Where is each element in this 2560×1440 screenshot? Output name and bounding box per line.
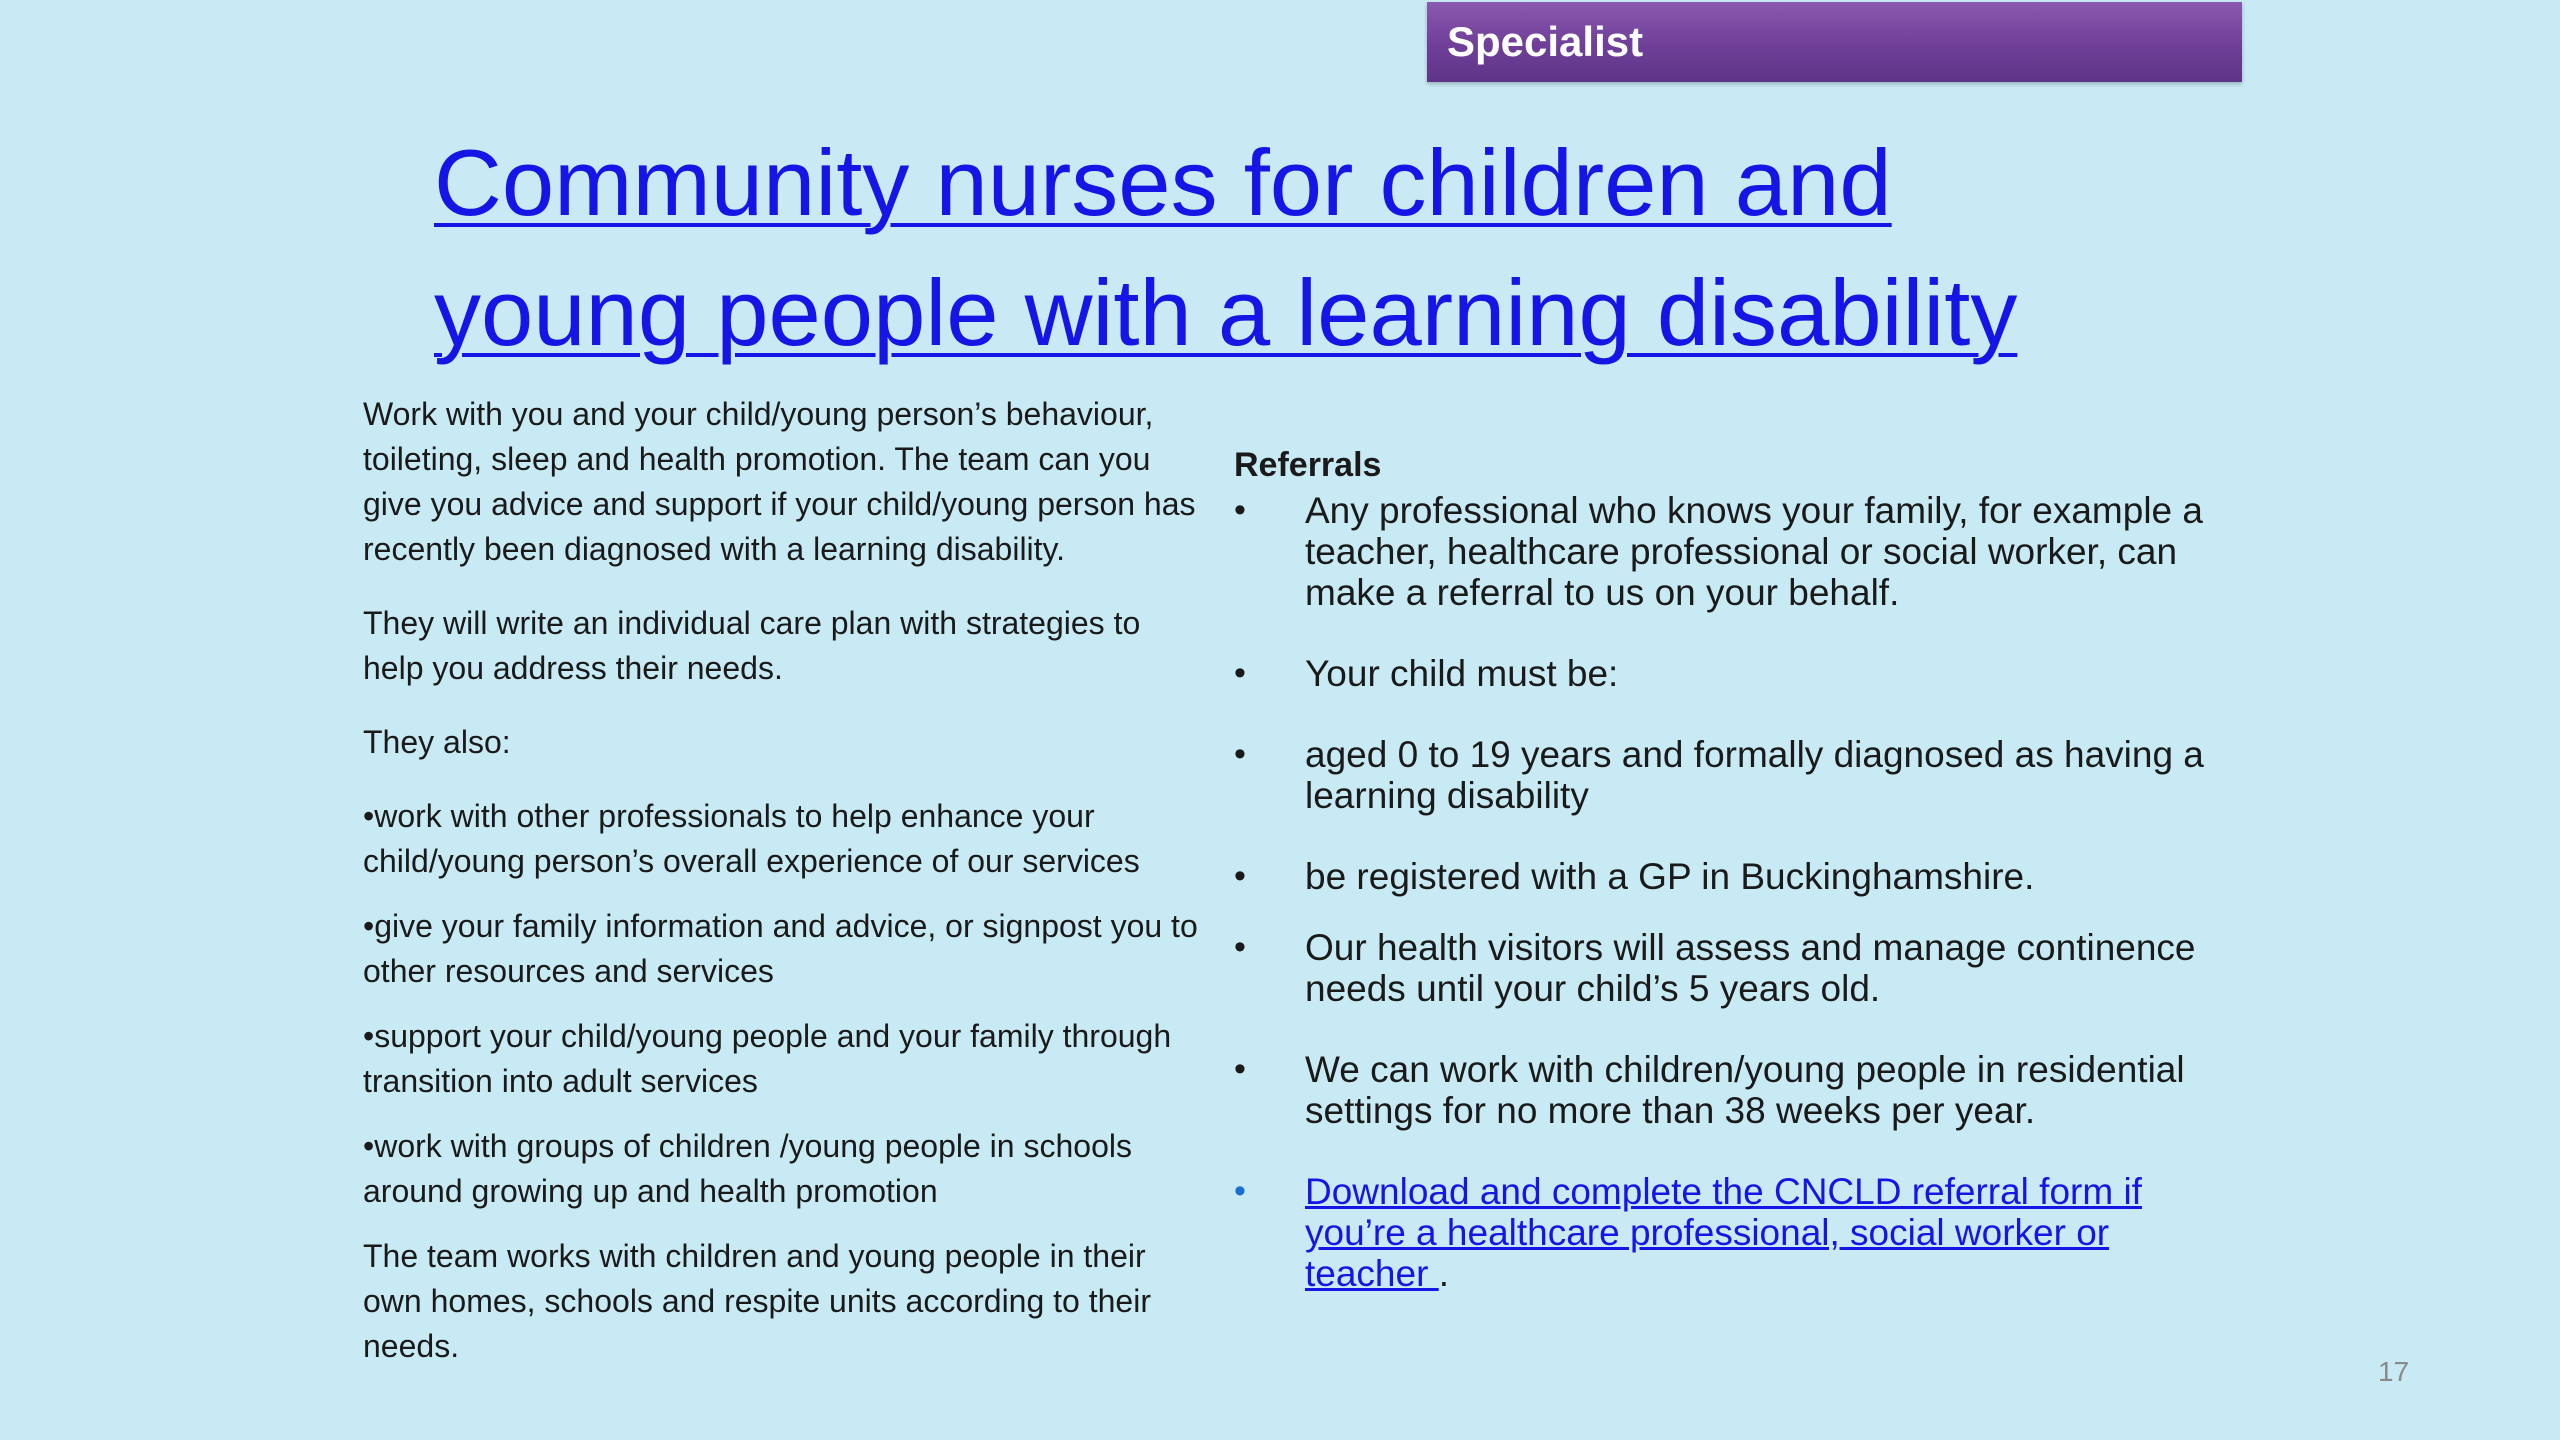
bullet-icon: •: [1234, 654, 1246, 692]
referral-item: [1234, 856, 2234, 897]
referrals-heading: Referrals: [1234, 446, 1382, 484]
intro-paragraph: Work with you and your child/young person’s behaviour, toileting, sleep and health promotion. The team can you give you advice and support if your child/young person has recently been diagnosed with a learning disability.: [363, 396, 1196, 567]
bullet-icon: •: [1234, 928, 1246, 966]
referral-item: [1234, 734, 2234, 816]
bullet-icon: •: [1234, 491, 1246, 529]
referral-item-text: We can work with children/young people in residential settings for no more than 38 weeks per year.: [1305, 1049, 2185, 1131]
referral-item-text: Your child must be:: [1305, 653, 1619, 694]
section-banner: [1427, 2, 2242, 82]
referral-item: [1234, 653, 2234, 694]
they-also-heading: They also:: [363, 724, 511, 760]
title-line-2: young people with a learning disability: [434, 260, 2018, 365]
page-number: 17: [2378, 1356, 2410, 1387]
service-item: •give your family information and advice, or signpost you to other resources and services: [363, 908, 1198, 989]
service-item: •work with groups of children /young people in schools around growing up and health promotion: [363, 1128, 1132, 1209]
referral-item-text: be registered with a GP in Buckinghamshire.: [1305, 856, 2035, 897]
referrals-list: [1234, 490, 2234, 1294]
referral-form-link-suffix: .: [1438, 1253, 1449, 1294]
referral-item-text: Our health visitors will assess and manage continence needs until your child’s 5 years old.: [1305, 927, 2196, 1009]
closing-paragraph: The team works with children and young people in their own homes, schools and respite units according to their needs.: [363, 1238, 1151, 1364]
service-item: •work with other professionals to help enhance your child/young person’s overall experience of our services: [363, 798, 1140, 879]
care-plan-paragraph: They will write an individual care plan with strategies to help you address their needs.: [363, 605, 1141, 686]
bullet-icon: •: [1234, 735, 1246, 773]
service-item: •support your child/young people and your family through transition into adult services: [363, 1018, 1172, 1099]
bullet-icon: •: [1234, 857, 1246, 895]
bullet-icon: •: [1234, 1172, 1246, 1210]
section-banner-label: Specialist: [1447, 18, 1644, 65]
referral-item: [1234, 1049, 2234, 1131]
referral-item-text: aged 0 to 19 years and formally diagnosed as having a learning disability: [1305, 734, 2204, 816]
page-title-link[interactable]: [434, 118, 2234, 378]
referral-item: [1234, 490, 2234, 613]
referral-form-link[interactable]: Download and complete the CNCLD referral form if you’re a healthcare professional, social worker or teacher: [1305, 1171, 2142, 1294]
referral-item-text: Any professional who knows your family, for example a teacher, healthcare professional or social worker, can make a referral to us on your behalf.: [1305, 490, 2203, 613]
bullet-icon: •: [1234, 1050, 1246, 1088]
referrals-section: [1234, 440, 2234, 1334]
referral-form-item: [1234, 1171, 2234, 1294]
referral-item: [1234, 927, 2234, 1009]
title-line-1: Community nurses for children and: [434, 130, 1892, 235]
service-description: [363, 392, 1203, 1398]
